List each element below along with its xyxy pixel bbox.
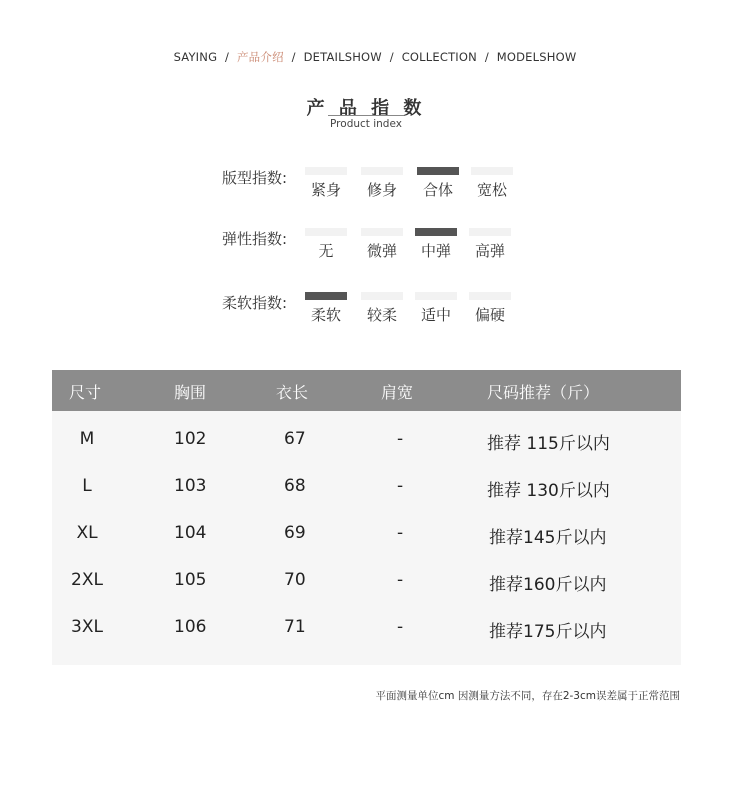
cell-recommend: 推荐145斤以内 <box>489 528 607 548</box>
cell-size: 3XL <box>71 617 103 637</box>
cell-shoulder: - <box>397 570 404 590</box>
nav-item-detailshow[interactable]: DETAILSHOW <box>303 50 382 64</box>
index-option <box>304 292 348 325</box>
cell-shoulder: - <box>397 523 404 543</box>
cell-chest: 103 <box>174 476 207 496</box>
cell-chest: 105 <box>174 570 207 590</box>
cell-shoulder: - <box>397 617 404 637</box>
cell-length: 69 <box>284 523 306 543</box>
index-option-label: 修身 <box>366 181 397 199</box>
header-recommend: 尺码推荐（斤） <box>487 383 600 402</box>
index-bar <box>305 228 347 236</box>
cell-size: M <box>79 429 95 449</box>
index-option <box>360 167 404 200</box>
index-option-label: 合体 <box>422 181 453 199</box>
cell-size: XL <box>76 523 98 543</box>
table-row <box>52 464 681 511</box>
table-row <box>52 558 681 605</box>
index-bar-selected <box>305 292 347 300</box>
cell-chest: 106 <box>174 617 207 637</box>
section-subtitle <box>0 118 732 130</box>
index-option <box>470 167 514 200</box>
cell-chest: 104 <box>174 523 207 543</box>
index-bar <box>361 167 403 175</box>
index-option <box>304 228 348 261</box>
nav-item-modelshow[interactable]: MODELSHOW <box>496 50 577 64</box>
index-option-label: 紧身 <box>310 181 341 199</box>
header-chest: 胸围 <box>174 383 207 402</box>
nav-separator: / <box>291 50 296 64</box>
table-row <box>52 605 681 652</box>
nav-separator: / <box>389 50 394 64</box>
index-option <box>414 292 458 325</box>
cell-recommend: 推荐175斤以内 <box>489 622 607 642</box>
cell-shoulder: - <box>397 476 404 496</box>
index-option-label: 适中 <box>420 306 451 324</box>
index-option <box>414 228 458 261</box>
header-shoulder: 肩宽 <box>381 383 414 402</box>
index-option <box>304 167 348 200</box>
nav-item-collection[interactable]: COLLECTION <box>401 50 477 64</box>
cell-length: 70 <box>284 570 306 590</box>
index-option-label: 高弹 <box>474 242 505 260</box>
index-bar <box>469 292 511 300</box>
index-option <box>468 292 512 325</box>
cell-length: 71 <box>284 617 306 637</box>
index-bar <box>415 292 457 300</box>
top-nav <box>0 49 732 65</box>
header-size: 尺寸 <box>69 383 102 402</box>
index-option-label: 中弹 <box>420 242 451 260</box>
table-row <box>52 511 681 558</box>
cell-recommend: 推荐160斤以内 <box>489 575 607 595</box>
index-option <box>416 167 460 200</box>
cell-recommend: 推荐 115斤以内 <box>487 434 610 454</box>
index-bar-selected <box>415 228 457 236</box>
measurement-footnote: 平面测量单位cm 因测量方法不同，存在2-3cm误差属于正常范围 <box>375 690 680 702</box>
cell-length: 68 <box>284 476 306 496</box>
index-bar <box>305 167 347 175</box>
cell-chest: 102 <box>174 429 207 449</box>
index-label: 柔软指数: <box>222 294 288 312</box>
index-option <box>360 228 404 261</box>
table-header <box>52 370 681 411</box>
index-bar <box>361 292 403 300</box>
index-bar <box>471 167 513 175</box>
index-option <box>468 228 512 261</box>
nav-item-product-intro[interactable]: 产品介绍 <box>236 50 284 64</box>
cell-recommend: 推荐 130斤以内 <box>487 481 610 501</box>
index-option-label: 微弹 <box>366 242 397 260</box>
table-row <box>52 417 681 464</box>
section-title: 产 品 指 数 <box>306 98 426 119</box>
index-option-label: 柔软 <box>310 306 341 324</box>
index-option-label: 无 <box>318 242 334 260</box>
nav-separator: / <box>484 50 489 64</box>
cell-size: 2XL <box>71 570 103 590</box>
cell-shoulder: - <box>397 429 404 449</box>
index-label: 版型指数: <box>222 169 288 187</box>
cell-size: L <box>82 476 92 496</box>
index-bar-selected <box>417 167 459 175</box>
size-table <box>52 370 681 665</box>
index-bar <box>361 228 403 236</box>
index-label: 弹性指数: <box>222 230 288 248</box>
header-length: 衣长 <box>276 383 309 402</box>
index-option <box>360 292 404 325</box>
nav-separator: / <box>225 50 230 64</box>
cell-length: 67 <box>284 429 306 449</box>
index-option-label: 宽松 <box>476 181 507 199</box>
index-option-label: 偏硬 <box>474 306 505 324</box>
index-bar <box>469 228 511 236</box>
nav-item-saying[interactable]: SAYING <box>173 50 218 64</box>
subtitle-text: Product index <box>328 115 404 130</box>
index-option-label: 较柔 <box>366 306 397 324</box>
